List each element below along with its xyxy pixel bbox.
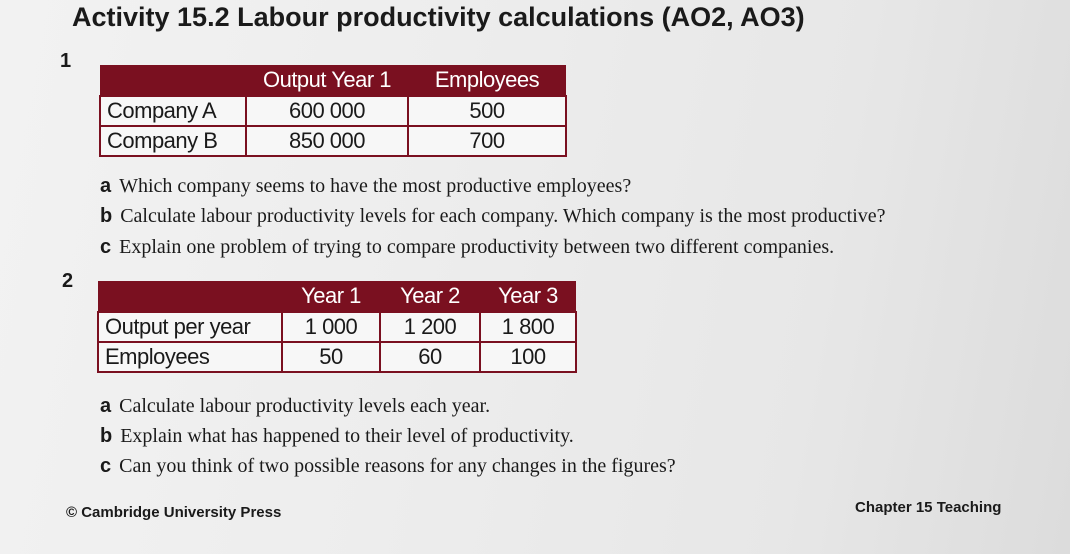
copyright-footer: © Cambridge University Press: [66, 504, 282, 521]
item-text: Calculate labour productivity levels each year.: [119, 395, 491, 417]
item-letter: b: [100, 425, 113, 447]
table-row: [100, 126, 566, 156]
q2-item-c: [100, 455, 676, 478]
q1-item-a: [100, 175, 631, 198]
table-cell: Company A: [100, 96, 246, 126]
item-letter: c: [100, 236, 112, 258]
q1-table-header-row: [100, 65, 566, 96]
item-letter: a: [100, 395, 112, 417]
table-row: [100, 96, 566, 126]
item-letter: b: [100, 205, 113, 227]
table-cell: 60: [380, 342, 480, 372]
question-2-number: 2: [62, 270, 74, 292]
item-letter: c: [100, 455, 112, 477]
table-cell: 1 800: [480, 312, 576, 342]
table-row: [98, 342, 576, 372]
q2-header-year-3: Year 3: [480, 281, 576, 312]
table-row: [98, 312, 576, 342]
table-cell: 50: [282, 342, 380, 372]
item-letter: a: [100, 175, 112, 197]
q1-header-blank: [100, 65, 246, 96]
table-cell: 100: [480, 342, 576, 372]
q2-header-blank: [98, 281, 282, 312]
question-1-number: 1: [60, 50, 72, 72]
item-text: Can you think of two possible reasons for any changes in the figures?: [119, 455, 676, 477]
item-text: Explain one problem of trying to compare productivity between two different companies.: [119, 236, 835, 258]
item-text: Calculate labour productivity levels for each company. Which company is the most productive?: [120, 205, 886, 227]
item-text: Explain what has happened to their level of productivity.: [120, 425, 574, 447]
chapter-footer: Chapter 15 Teaching: [855, 499, 1002, 516]
q2-table: [97, 281, 577, 373]
table-cell: Output per year: [98, 312, 282, 342]
table-cell: 600 000: [246, 96, 408, 126]
q1-header-employees: Employees: [408, 65, 566, 96]
q2-header-year-2: Year 2: [380, 281, 480, 312]
q1-table: [99, 65, 567, 157]
q2-item-b: [100, 425, 574, 448]
q2-table-header-row: [98, 281, 576, 312]
table-cell: 700: [408, 126, 566, 156]
table-cell: 500: [408, 96, 566, 126]
q1-header-output: Output Year 1: [246, 65, 408, 96]
table-cell: 1 200: [380, 312, 480, 342]
table-cell: Company B: [100, 126, 246, 156]
q2-item-a: [100, 395, 490, 418]
table-cell: 850 000: [246, 126, 408, 156]
q2-header-year-1: Year 1: [282, 281, 380, 312]
q1-item-b: [100, 205, 886, 228]
page-title: Activity 15.2 Labour productivity calculations (AO2, AO3): [72, 2, 805, 32]
q1-item-c: [100, 236, 834, 259]
table-cell: 1 000: [282, 312, 380, 342]
table-cell: Employees: [98, 342, 282, 372]
item-text: Which company seems to have the most productive employees?: [119, 175, 632, 197]
